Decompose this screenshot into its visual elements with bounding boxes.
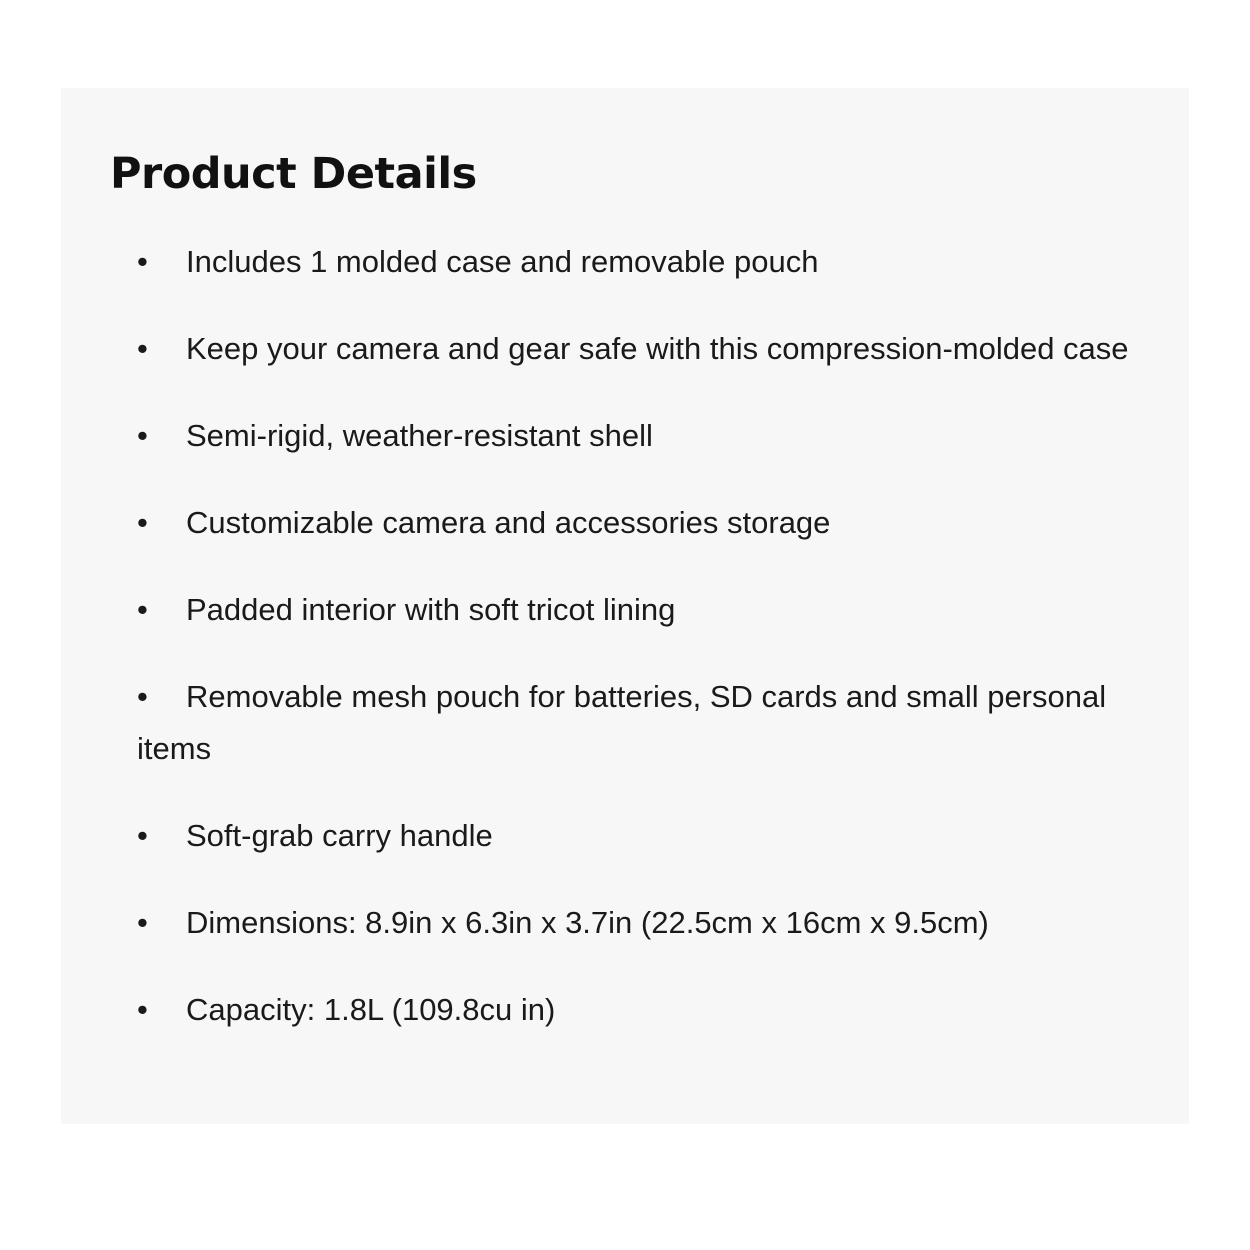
list-item: [137, 984, 1137, 1036]
list-item: [137, 671, 1137, 775]
list-item: [137, 897, 1137, 949]
product-details-list: [137, 236, 1137, 1071]
list-item-text: Removable mesh pouch for batteries, SD cards and small personal items: [137, 679, 1107, 766]
list-item: [137, 810, 1137, 862]
bullet-icon: •: [137, 418, 148, 453]
list-item-text: Includes 1 molded case and removable pouch: [186, 244, 819, 279]
list-item-text: Keep your camera and gear safe with this compression-molded case: [186, 331, 1129, 366]
bullet-icon: •: [137, 818, 148, 853]
bullet-icon: •: [137, 244, 148, 279]
list-item-text: Customizable camera and accessories storage: [186, 505, 831, 540]
list-item-text: Semi-rigid, weather-resistant shell: [186, 418, 653, 453]
list-item: [137, 497, 1137, 549]
list-item: [137, 323, 1137, 375]
bullet-icon: •: [137, 679, 148, 714]
bullet-icon: •: [137, 331, 148, 366]
list-item-text: Padded interior with soft tricot lining: [186, 592, 676, 627]
list-item: [137, 410, 1137, 462]
bullet-icon: •: [137, 905, 148, 940]
list-item: [137, 236, 1137, 288]
list-item: [137, 584, 1137, 636]
bullet-icon: •: [137, 505, 148, 540]
section-title: Product Details: [110, 149, 477, 199]
bullet-icon: •: [137, 592, 148, 627]
bullet-icon: •: [137, 992, 148, 1027]
list-item-text: Capacity: 1.8L (109.8cu in): [186, 992, 556, 1027]
list-item-text: Dimensions: 8.9in x 6.3in x 3.7in (22.5cm x 16cm x 9.5cm): [186, 905, 989, 940]
product-details-panel: [61, 88, 1189, 1124]
list-item-text: Soft-grab carry handle: [186, 818, 493, 853]
